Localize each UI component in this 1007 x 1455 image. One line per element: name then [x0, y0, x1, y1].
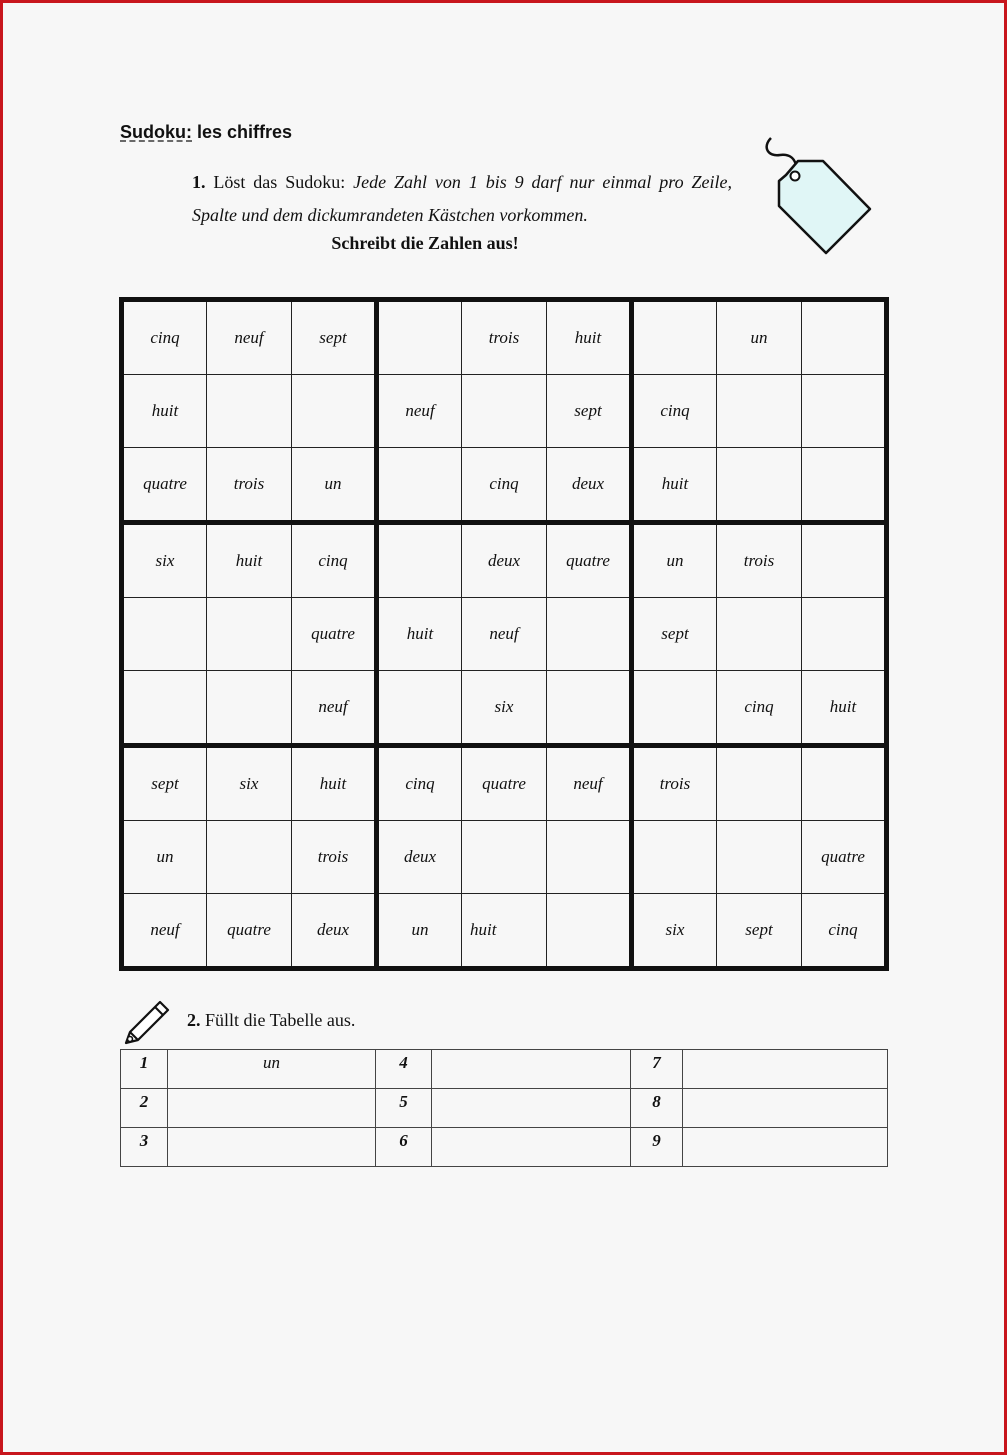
exercise1-instruction [192, 166, 732, 232]
sudoku-row [122, 598, 887, 671]
sudoku-cell[interactable]: neuf [547, 746, 632, 821]
answer-table [120, 1049, 888, 1167]
sudoku-cell[interactable] [802, 375, 887, 448]
answer-word-field[interactable] [683, 1128, 888, 1167]
answer-row [121, 1128, 888, 1167]
sudoku-cell[interactable]: huit [462, 894, 547, 969]
answer-number: 5 [376, 1089, 432, 1128]
sudoku-row [122, 821, 887, 894]
sudoku-cell[interactable]: huit [632, 448, 717, 523]
answer-word-field[interactable] [683, 1089, 888, 1128]
sudoku-cell[interactable] [547, 598, 632, 671]
sudoku-cell[interactable]: huit [547, 300, 632, 375]
sudoku-cell[interactable] [547, 671, 632, 746]
sudoku-cell[interactable]: sept [717, 894, 802, 969]
sudoku-cell[interactable]: neuf [377, 375, 462, 448]
answer-number: 6 [376, 1128, 432, 1167]
price-tag-icon [758, 133, 878, 258]
sudoku-row [122, 300, 887, 375]
sudoku-cell[interactable]: huit [122, 375, 207, 448]
sudoku-cell[interactable]: quatre [462, 746, 547, 821]
sudoku-cell[interactable] [717, 821, 802, 894]
answer-word-field[interactable] [432, 1050, 631, 1089]
sudoku-cell[interactable]: un [122, 821, 207, 894]
sudoku-row [122, 746, 887, 821]
sudoku-cell[interactable] [717, 375, 802, 448]
sudoku-cell[interactable] [377, 300, 462, 375]
sudoku-cell[interactable]: huit [377, 598, 462, 671]
sudoku-cell[interactable] [207, 671, 292, 746]
answer-number: 2 [121, 1089, 168, 1128]
exercise1-rule: Jede Zahl von 1 bis 9 darf nur einmal pro Zeile, Spalte und dem dickumrandeten Kästchen vorkommen. [192, 172, 732, 225]
exercise2-number: 2. [187, 1010, 201, 1030]
sudoku-cell[interactable]: six [462, 671, 547, 746]
sudoku-cell[interactable]: un [632, 523, 717, 598]
sudoku-cell[interactable]: un [377, 894, 462, 969]
sudoku-cell[interactable] [462, 821, 547, 894]
exercise2-text: Füllt die Tabelle aus. [200, 1010, 356, 1030]
sudoku-cell[interactable] [207, 375, 292, 448]
exercise1-lead: Löst das Sudoku: [205, 172, 354, 192]
sudoku-cell[interactable]: un [717, 300, 802, 375]
sudoku-cell[interactable] [717, 598, 802, 671]
sudoku-cell[interactable]: sept [122, 746, 207, 821]
exercise1-bold-line: Schreibt die Zahlen aus! [331, 233, 519, 253]
sudoku-cell[interactable]: sept [547, 375, 632, 448]
sudoku-cell[interactable]: trois [717, 523, 802, 598]
answer-word-field[interactable] [168, 1128, 376, 1167]
sudoku-row [122, 375, 887, 448]
sudoku-cell[interactable] [632, 821, 717, 894]
sudoku-cell[interactable] [632, 671, 717, 746]
sudoku-cell[interactable]: cinq [717, 671, 802, 746]
sudoku-row [122, 523, 887, 598]
title-subject: les chiffres [192, 122, 293, 142]
sudoku-row [122, 671, 887, 746]
sudoku-cell[interactable]: trois [632, 746, 717, 821]
sudoku-row [122, 448, 887, 523]
sudoku-cell[interactable]: cinq [292, 523, 377, 598]
sudoku-cell[interactable]: sept [632, 598, 717, 671]
sudoku-cell[interactable] [377, 448, 462, 523]
sudoku-cell[interactable] [802, 598, 887, 671]
sudoku-cell[interactable]: six [122, 523, 207, 598]
sudoku-cell[interactable] [632, 300, 717, 375]
sudoku-cell[interactable]: huit [207, 523, 292, 598]
sudoku-cell[interactable] [802, 746, 887, 821]
sudoku-cell[interactable]: neuf [207, 300, 292, 375]
answer-word-field[interactable]: un [168, 1050, 376, 1089]
sudoku-cell[interactable] [717, 746, 802, 821]
answer-number: 3 [121, 1128, 168, 1167]
sudoku-cell[interactable] [802, 523, 887, 598]
sudoku-cell[interactable]: huit [802, 671, 887, 746]
answer-row [121, 1089, 888, 1128]
sudoku-cell[interactable]: quatre [292, 598, 377, 671]
sudoku-cell[interactable] [802, 300, 887, 375]
answer-word-field[interactable] [432, 1089, 631, 1128]
sudoku-cell[interactable] [377, 671, 462, 746]
sudoku-cell[interactable] [377, 523, 462, 598]
sudoku-cell[interactable]: six [207, 746, 292, 821]
answer-number: 8 [631, 1089, 683, 1128]
sudoku-cell[interactable] [547, 821, 632, 894]
sudoku-cell[interactable] [122, 598, 207, 671]
sudoku-cell[interactable]: cinq [377, 746, 462, 821]
answer-number: 1 [121, 1050, 168, 1089]
sudoku-cell[interactable]: neuf [292, 671, 377, 746]
sudoku-cell[interactable]: trois [292, 821, 377, 894]
sudoku-cell[interactable]: deux [292, 894, 377, 969]
sudoku-cell[interactable]: neuf [122, 894, 207, 969]
exercise2-instruction [187, 1010, 355, 1031]
sudoku-cell[interactable] [207, 598, 292, 671]
sudoku-cell[interactable]: six [632, 894, 717, 969]
sudoku-row [122, 894, 887, 969]
sudoku-cell[interactable]: cinq [122, 300, 207, 375]
sudoku-cell[interactable] [547, 894, 632, 969]
sudoku-cell[interactable] [802, 448, 887, 523]
sudoku-cell[interactable]: neuf [462, 598, 547, 671]
sudoku-cell[interactable]: deux [547, 448, 632, 523]
sudoku-cell[interactable]: cinq [632, 375, 717, 448]
answer-word-field[interactable] [432, 1128, 631, 1167]
sudoku-grid [119, 297, 889, 971]
sudoku-cell[interactable]: deux [462, 523, 547, 598]
answer-word-field[interactable] [168, 1089, 376, 1128]
sudoku-cell[interactable] [292, 375, 377, 448]
sudoku-cell[interactable]: un [292, 448, 377, 523]
page-title [120, 122, 292, 143]
answer-number: 4 [376, 1050, 432, 1089]
answer-number: 7 [631, 1050, 683, 1089]
exercise1-number: 1. [192, 172, 206, 192]
sudoku-cell[interactable]: trois [207, 448, 292, 523]
sudoku-cell[interactable] [717, 448, 802, 523]
answer-number: 9 [631, 1128, 683, 1167]
sudoku-cell[interactable]: huit [292, 746, 377, 821]
sudoku-cell[interactable]: quatre [207, 894, 292, 969]
sudoku-cell[interactable] [462, 375, 547, 448]
sudoku-cell[interactable]: quatre [547, 523, 632, 598]
sudoku-cell[interactable] [207, 821, 292, 894]
sudoku-cell[interactable]: cinq [462, 448, 547, 523]
sudoku-cell[interactable]: cinq [802, 894, 887, 969]
sudoku-cell[interactable] [122, 671, 207, 746]
sudoku-cell[interactable]: sept [292, 300, 377, 375]
sudoku-cell[interactable]: trois [462, 300, 547, 375]
pencil-icon [122, 999, 170, 1047]
title-sudoku: Sudoku: [120, 122, 192, 142]
answer-word-field[interactable] [683, 1050, 888, 1089]
answer-row [121, 1050, 888, 1089]
sudoku-cell[interactable]: quatre [802, 821, 887, 894]
sudoku-cell[interactable]: deux [377, 821, 462, 894]
sudoku-cell[interactable]: quatre [122, 448, 207, 523]
